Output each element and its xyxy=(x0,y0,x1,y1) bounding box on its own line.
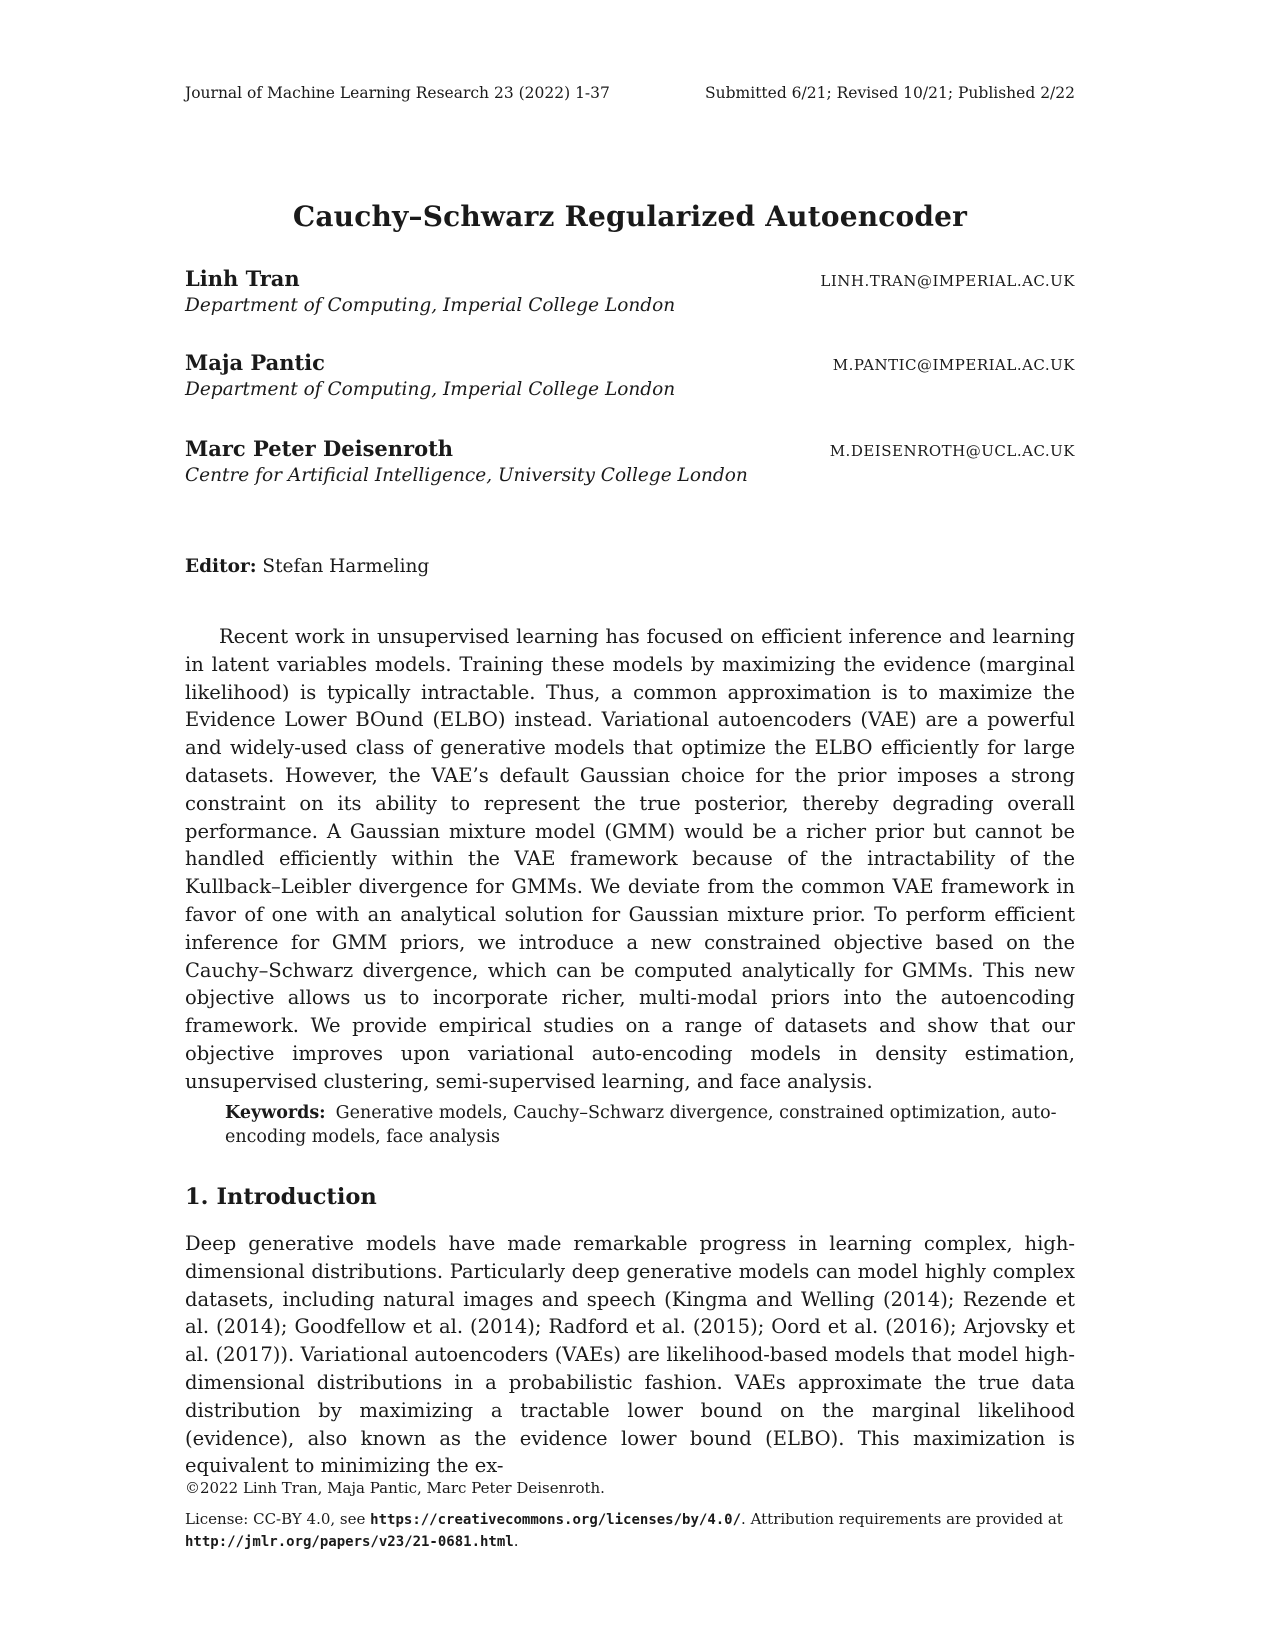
author-affiliation: Department of Computing, Imperial College London xyxy=(185,295,676,316)
running-head xyxy=(185,84,1075,102)
author-email: LINH.TRAN@IMPERIAL.AC.UK xyxy=(820,272,1075,290)
license-prefix: License: CC-BY 4.0, see xyxy=(185,1510,366,1528)
author-block xyxy=(185,350,1075,400)
section-title: Introduction xyxy=(216,1184,377,1210)
editor-line xyxy=(185,556,429,577)
keywords-text: Generative models, Cauchy–Schwarz divergence, constrained optimization, auto-encoding models, face analysis xyxy=(225,1103,1057,1147)
submission-dates: Submitted 6/21; Revised 10/21; Published 2/22 xyxy=(705,84,1075,102)
intro-paragraph: Deep generative models have made remarkable progress in learning complex, high-dimensional distributions. Particularly deep generative models can model highly complex datasets, including natural images and speech (Kingma and Welling (2014); Rezende et al. (2014); Goodfellow et al. (2014); Radford et al. (2015); Oord et al. (2016); Arjovsky et al. (2017)). Variational autoencoders (VAEs) are likelihood-based models that model high-dimensional distributions in a probabilistic fashion. VAEs approximate the true data distribution by maximizing a tractable lower bound on the marginal likelihood (evidence), also known as the evidence lower bound (ELBO). This maximization is equivalent to minimizing the ex- xyxy=(185,1232,1075,1478)
license-mid: . Attribution requirements are provided at xyxy=(741,1510,1063,1528)
author-affiliation: Centre for Artificial Intelligence, University College London xyxy=(185,465,748,486)
keywords xyxy=(225,1101,1075,1149)
license-end: . xyxy=(513,1532,519,1550)
license-notice xyxy=(185,1509,1075,1553)
paper-title: Cauchy–Schwarz Regularized Autoencoder xyxy=(292,200,968,233)
author-name: Linh Tran xyxy=(185,266,300,291)
journal-citation: Journal of Machine Learning Research 23 (2022) 1-37 xyxy=(185,84,610,102)
footnote xyxy=(185,1478,1075,1553)
author-block xyxy=(185,436,1075,486)
editor-label: Editor: xyxy=(185,556,257,577)
author-affiliation: Department of Computing, Imperial College London xyxy=(185,379,676,400)
editor-name: Stefan Harmeling xyxy=(262,556,430,577)
section-heading xyxy=(185,1184,377,1210)
author-name: Maja Pantic xyxy=(185,350,325,375)
abstract: Recent work in unsupervised learning has focused on efficient inference and learning in latent variables models. Training these models by maximizing the evidence (marginal likelihood) is typically intractable. Thus, a common approximation is to maximize the Evidence Lower BOund (ELBO) instead. Variational autoencoders (VAE) are a powerful and widely-used class of generative models that optimize the ELBO efficiently for large datasets. However, the VAE’s default Gaussian choice for the prior imposes a strong constraint on its ability to represent the true posterior, thereby degrading overall performance. A Gaussian mixture model (GMM) would be a richer prior but cannot be handled efficiently within the VAE framework because of the intractability of the Kullback–Leibler divergence for GMMs. We deviate from the common VAE framework in favor of one with an analytical solution for Gaussian mixture prior. To perform efficient inference for GMM priors, we introduce a new constrained objective based on the Cauchy–Schwarz divergence, which can be computed analytically for GMMs. This new objective allows us to incorporate richer, multi-modal priors into the autoencoding framework. We provide empirical studies on a range of datasets and show that our objective improves upon variational auto-encoding models in density estimation, unsupervised clustering, semi-supervised learning, and face analysis. xyxy=(185,625,1075,1093)
keywords-label: Keywords: xyxy=(225,1103,326,1123)
author-email: M.PANTIC@IMPERIAL.AC.UK xyxy=(832,356,1075,374)
copyright-notice: ©2022 Linh Tran, Maja Pantic, Marc Peter Deisenroth. xyxy=(185,1479,605,1497)
author-name: Marc Peter Deisenroth xyxy=(185,436,454,461)
section-number: 1. xyxy=(185,1184,209,1210)
author-block xyxy=(185,266,1075,316)
author-email: M.DEISENROTH@UCL.AC.UK xyxy=(829,442,1075,460)
paper-link[interactable]: http://jmlr.org/papers/v23/21-0681.html xyxy=(185,1534,514,1550)
license-link[interactable]: https://creativecommons.org/licenses/by/4.0/ xyxy=(370,1512,742,1528)
